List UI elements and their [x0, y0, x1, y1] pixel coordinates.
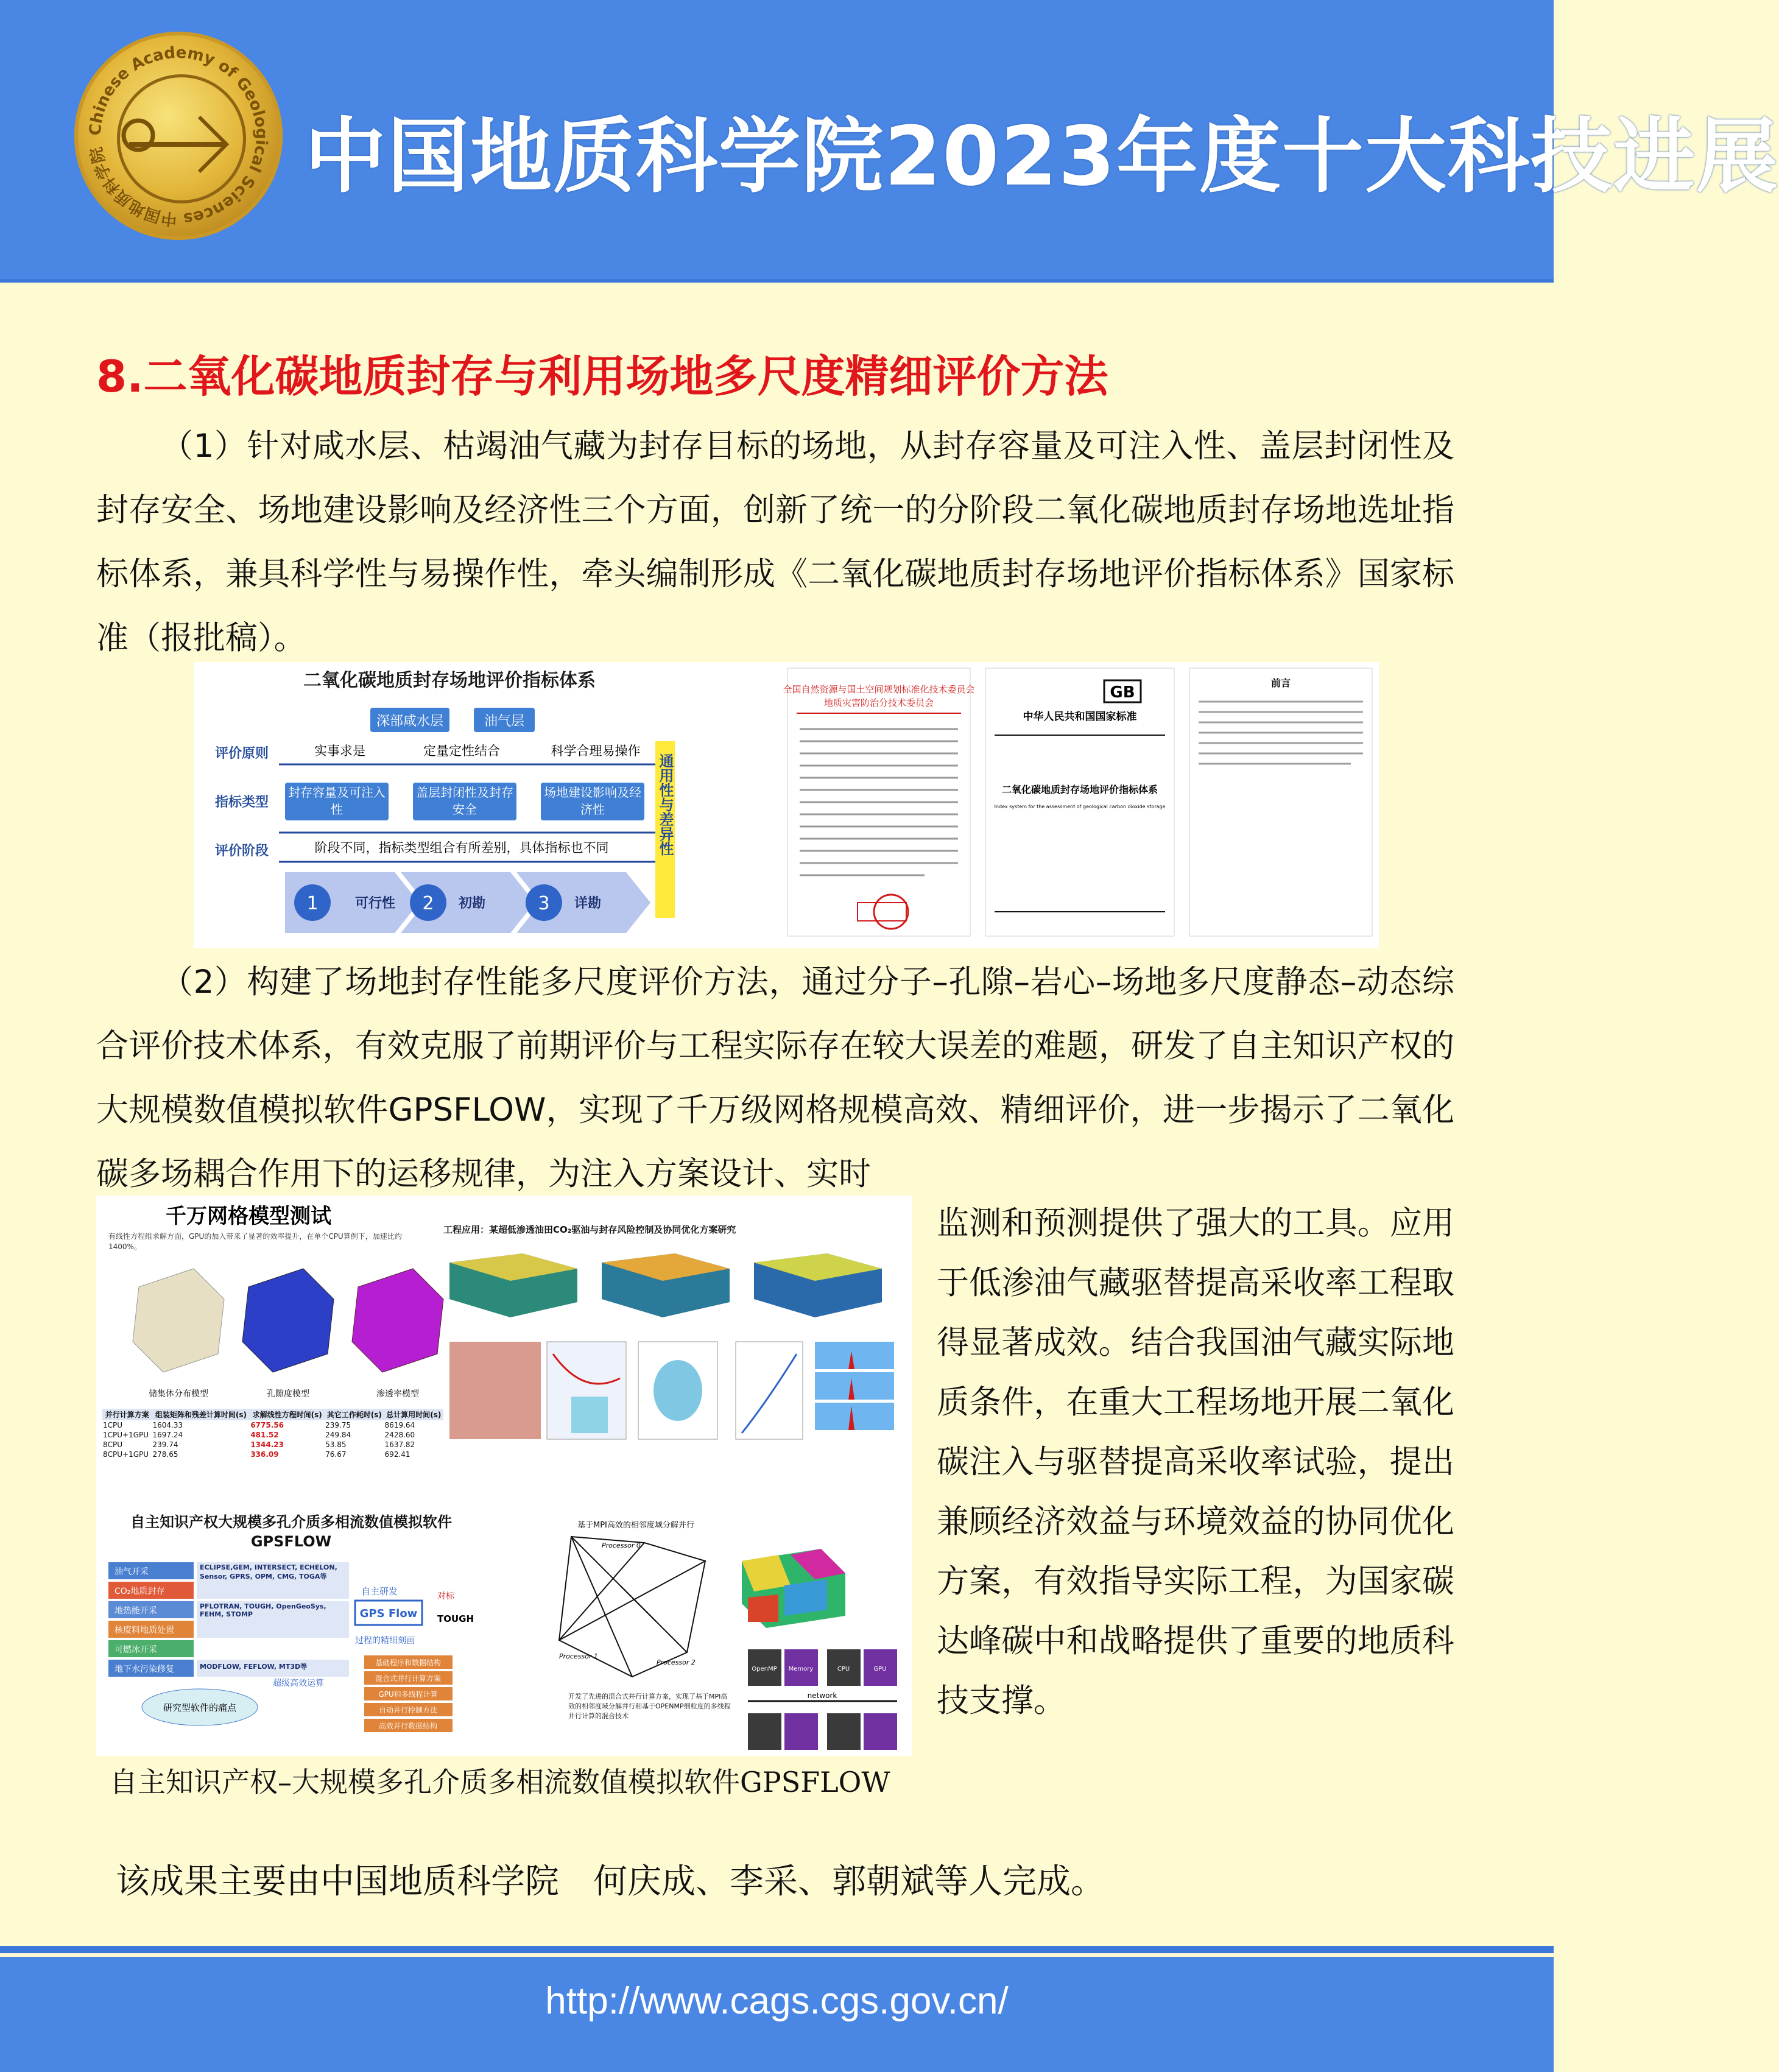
stage-3-num: 3	[538, 893, 550, 914]
proc-2: Processor 2	[657, 1658, 696, 1666]
footer-rule	[0, 1946, 1554, 1953]
page-title: 中国地质科学院2023年度十大科技进展	[305, 109, 1779, 204]
feature-5: 高效并行数据结构	[378, 1722, 438, 1730]
feature-3: GPU和多线程计算	[378, 1690, 438, 1699]
paragraph-1: （1）针对咸水层、枯竭油气藏为封存目标的场地，从封存容量及可注入性、盖层封闭性及封存安全、场地建设影响及经济性三个方面，创新了统一的分阶段二氧化碳地质封存场地选址指标体系，兼具科学性与易操作性，牵头编制形成《二氧化碳地质封存场地评价指标体系》国家标准（报批稿）。	[96, 428, 1454, 657]
th-total: 总计算用时间(s)	[386, 1411, 442, 1419]
table-cell: 1604.33	[152, 1421, 183, 1429]
figure1-svg	[194, 662, 1379, 948]
app-6: 地下水污染修复	[114, 1665, 174, 1674]
sw-group-3: MODFLOW, FEFLOW, MT3D等	[200, 1663, 308, 1671]
stage-1-num: 1	[306, 893, 319, 914]
cags-emblem-logo	[74, 32, 283, 240]
panel3-title: 自主知识产权大规模多孔介质多相流数值模拟软件GPSFLOW	[130, 1513, 452, 1550]
credit-line: 该成果主要由中国地质科学院 何庆成、李采、郭朝斌等人完成。	[116, 1862, 1105, 1901]
principle-2: 定量定性结合	[423, 744, 500, 758]
feature-2: 混合式并行计算方案	[375, 1674, 442, 1683]
reservoir-blocks	[449, 1253, 882, 1317]
proc-0: Processor 0	[602, 1542, 641, 1549]
gb-std-en: Index system for the assessment of geological carbon dioxide storage	[994, 804, 1166, 809]
app-3: 地热能开采	[114, 1606, 157, 1616]
stage-2-label: 初勘	[459, 896, 486, 911]
target-saline: 深部咸水层	[376, 714, 444, 729]
table-row	[102, 1430, 443, 1440]
compare-label: 对标	[437, 1591, 454, 1601]
cluster-note: 开发了先进的混合式并行计算方案，实现了基于MPI高效的相邻度域分解并行和基于OPENMP细粒度的多线程并行计算的混合技术	[568, 1693, 731, 1720]
node-memory: Memory	[788, 1666, 814, 1672]
indicator-type-2: 盖层封闭性及封存安全	[416, 785, 513, 817]
diagram-title: 二氧化碳地质封存场地评价指标体系	[303, 670, 596, 691]
figure2-svg	[96, 1196, 912, 1756]
principle-1: 实事求是	[314, 744, 365, 758]
sw-group-1: ECLIPSE,GEM, INTERSECT, ECHELON, Sensor, GPRS, OPM, CMG, TOGA等	[200, 1563, 337, 1580]
target-oilgas: 油气层	[484, 714, 525, 729]
table-cell: 249.84	[325, 1431, 351, 1439]
simulation-maps	[449, 1342, 894, 1439]
table-cell: 1344.23	[250, 1440, 284, 1449]
cluster-title: 基于MPI高效的相邻度域分解并行	[577, 1521, 694, 1530]
row-label-type: 指标类型	[215, 795, 269, 810]
indicator-type-1: 封存容量及可注入性	[288, 785, 386, 817]
panel2-title: 工程应用：某超低渗透油田CO₂驱油与封存风险控制及协同优化方案研究	[443, 1224, 736, 1235]
node-cpu: CPU	[837, 1666, 850, 1672]
self-dev-label: 自主研发	[361, 1586, 398, 1597]
th-other: 其它工作耗时(s)	[326, 1411, 382, 1419]
footer-url-link[interactable]: http://www.cags.cgs.gov.cn/	[545, 1980, 1009, 2022]
paragraph-2: （2）构建了场地封存性能多尺度评价方法，通过分子–孔隙–岩心–场地多尺度静态–动态综合评价技术体系，有效克服了前期评价与工程实际存在较大误差的难题，研发了自主知识产权的大规模数值模拟软件GPSFLOW，实现了千万级网格规模高效、精细评价，进一步揭示了二氧化碳多场耦合作用下的运移规律，为注入方案设计、实时	[96, 964, 1454, 1193]
figure-caption: 自主知识产权–大规模多孔介质多相流数值模拟软件GPSFLOW	[110, 1766, 890, 1799]
benchmark-table	[102, 1409, 443, 1459]
table-cell: 481.52	[250, 1431, 279, 1439]
table-cell: 53.85	[325, 1440, 347, 1449]
side-label: 通用性与差异性	[657, 753, 674, 856]
node-openmp: OpenMP	[752, 1666, 777, 1672]
panel1-sub: 有线性方程组求解方面，GPU的加入带来了显著的效率提升，在单个CPU算例下，加速比约1400%。	[108, 1232, 402, 1251]
table-row	[102, 1450, 443, 1459]
proc-1: Processor 1	[559, 1652, 598, 1660]
sw-group-2: PFLOTRAN, TOUGH, OpenGeoSys, FEHM, STOMP	[200, 1602, 326, 1618]
table-cell: 76.67	[325, 1450, 347, 1459]
model-label-2: 孔隙度模型	[267, 1389, 309, 1399]
stage-3-label: 详勘	[574, 896, 602, 911]
section-title: 8.二氧化碳地质封存与利用场地多尺度精细评价方法	[96, 351, 1108, 402]
th-assembly: 组装矩阵和残差计算时间(s)	[155, 1411, 247, 1419]
gb-country: 中华人民共和国国家标准	[1023, 711, 1137, 723]
table-cell: 692.41	[384, 1450, 410, 1459]
super-compute: 超级高效运算	[273, 1679, 324, 1688]
doc-letterhead: 全国自然资源与国土空间规划标准化技术委员会	[783, 684, 975, 695]
app-1: 油气开采	[114, 1567, 149, 1577]
table-cell: 8CPU	[103, 1440, 123, 1449]
stage-2-num: 2	[422, 893, 434, 914]
gb-logo: GB	[1110, 683, 1135, 702]
table-cell: 8619.64	[384, 1421, 415, 1429]
row-label-stage: 评价阶段	[215, 844, 269, 859]
indicator-type-3: 场地建设影响及经济性	[544, 785, 641, 817]
table-cell: 336.09	[250, 1450, 279, 1459]
3d-model-blocks	[742, 1549, 845, 1628]
table-cell: 278.65	[152, 1450, 178, 1459]
model-cubes	[133, 1269, 443, 1372]
table-cell: 2428.60	[384, 1431, 415, 1439]
paragraph-3: 监测和预测提供了强大的工具。应用于低渗油气藏驱替提高采收率工程取得显著成效。结合我国油气藏实际地质条件，在重大工程场地开展二氧化碳注入与驱替提高采收率试验，提出兼顾经济效益与环境效益的协同优化方案，有效指导实际工程，为国家碳达峰碳中和战略提供了重要的地质科技支撑。	[937, 1205, 1454, 1719]
table-cell: 239.74	[152, 1440, 178, 1449]
th-solve: 求解线性方程时间(s)	[252, 1411, 322, 1419]
app-2: CO₂地质封存	[114, 1587, 165, 1596]
table-cell: 239.75	[325, 1421, 351, 1429]
emblem-icon	[74, 32, 283, 240]
app-4: 核废料地质处置	[114, 1626, 174, 1635]
table-cell: 8CPU+1GPU	[103, 1450, 149, 1459]
figure-gpsflow-software	[96, 1196, 912, 1756]
model-label-1: 储集体分布模型	[149, 1389, 208, 1399]
svg-text:Chinese Academy of Geological	[86, 44, 270, 228]
gpsflow-box: GPS Flow	[359, 1607, 418, 1620]
table-cell: 1697.24	[152, 1431, 183, 1439]
gb-std-title: 二氧化碳地质封存场地评价指标体系	[1001, 784, 1158, 795]
principle-3: 科学合理易操作	[551, 744, 641, 758]
header-divider	[0, 279, 1554, 283]
tough-label: TOUGH	[437, 1613, 474, 1624]
node-gpu: GPU	[873, 1666, 887, 1672]
stage-1-label: 可行性	[355, 896, 396, 911]
hotspot-label: 研究型软件的痛点	[163, 1702, 237, 1713]
table-row	[102, 1420, 443, 1430]
foreword-title: 前言	[1270, 677, 1291, 689]
figure-evaluation-index-system	[194, 662, 1379, 948]
table-row	[102, 1440, 443, 1450]
app-5: 可燃冰开采	[114, 1645, 157, 1655]
feature-1: 基础程序和数据结构	[375, 1658, 442, 1667]
feature-4: 自动并行控制方法	[378, 1706, 438, 1714]
network-label: network	[807, 1691, 837, 1700]
table-cell: 1637.82	[384, 1440, 415, 1449]
row-label-principle: 评价原则	[215, 746, 269, 761]
doc-letter-sub: 地质灾害防治分技术委员会	[823, 697, 934, 708]
stage-note: 阶段不同，指标类型组合有所差别，具体指标也不同	[314, 840, 609, 855]
table-cell: 1CPU+1GPU	[103, 1431, 149, 1439]
logo-ring-text: Chinese Academy of Geological Sciences 中国地质科学院	[86, 43, 271, 228]
model-label-3: 渗透率模型	[376, 1389, 419, 1399]
th-scheme: 并行计算方案	[105, 1411, 149, 1419]
panel1-title: 千万网格模型测试	[166, 1204, 331, 1228]
process-note: 过程的精细刻画	[355, 1636, 415, 1646]
table-cell: 6775.56	[250, 1421, 284, 1429]
table-cell: 1CPU	[103, 1421, 123, 1429]
